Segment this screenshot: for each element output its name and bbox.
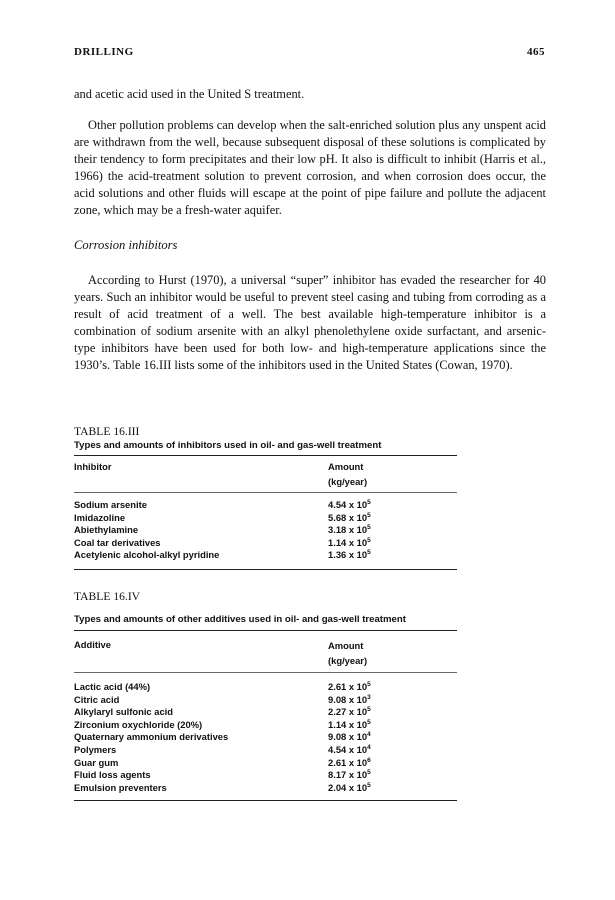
table-label: TABLE 16.III <box>74 425 140 438</box>
amount-mantissa: 8.17 x 10 <box>328 769 368 781</box>
row-amount <box>328 499 371 510</box>
amount-mantissa: 4.54 x 10 <box>328 499 368 510</box>
column-header-line: (kg/year) <box>328 476 368 487</box>
table-body <box>74 499 457 562</box>
amount-exponent: 5 <box>367 549 371 557</box>
table-row <box>74 719 457 732</box>
amount-exponent: 5 <box>367 769 371 777</box>
amount-exponent: 3 <box>367 693 371 701</box>
table-rule <box>74 800 457 801</box>
row-amount <box>328 744 371 755</box>
row-name: Sodium arsenite <box>74 499 147 510</box>
row-name: Quaternary ammonium derivatives <box>74 731 229 743</box>
table-row <box>74 744 457 757</box>
table-row <box>74 512 457 525</box>
row-name: Imidazoline <box>74 511 126 523</box>
amount-mantissa: 2.04 x 10 <box>328 781 368 793</box>
column-header-line: Amount <box>328 461 364 472</box>
amount-mantissa: 4.54 x 10 <box>328 743 368 755</box>
table-row <box>74 537 457 550</box>
amount-exponent: 4 <box>367 743 371 751</box>
row-name: Alkylaryl sulfonic acid <box>74 706 173 718</box>
row-name: Emulsion preventers <box>74 781 167 793</box>
table-rule <box>74 569 457 570</box>
row-amount <box>328 769 371 780</box>
row-name: Coal tar derivatives <box>74 536 161 548</box>
table-row <box>74 549 457 562</box>
row-name: Acetylenic alcohol-alkyl pyridine <box>74 549 220 561</box>
table-rule <box>74 455 457 456</box>
amount-mantissa: 2.27 x 10 <box>328 706 368 718</box>
row-amount <box>328 782 371 793</box>
amount-exponent: 6 <box>367 756 371 764</box>
table-row <box>74 769 457 782</box>
row-amount <box>328 537 371 548</box>
table-rule <box>74 672 457 673</box>
table-row <box>74 706 457 719</box>
amount-mantissa: 5.68 x 10 <box>328 511 368 523</box>
amount-mantissa: 9.08 x 10 <box>328 731 368 743</box>
row-amount <box>328 719 371 730</box>
amount-exponent: 5 <box>367 781 371 789</box>
column-header: Inhibitor <box>74 461 112 472</box>
amount-exponent: 5 <box>367 524 371 532</box>
amount-exponent: 5 <box>367 511 371 519</box>
amount-exponent: 5 <box>367 706 371 714</box>
row-amount <box>328 757 371 768</box>
row-name: Zirconium oxychloride (20%) <box>74 718 203 730</box>
amount-mantissa: 1.14 x 10 <box>328 536 368 548</box>
table-row <box>74 499 457 512</box>
column-header-line: (kg/year) <box>328 655 368 666</box>
amount-mantissa: 2.61 x 10 <box>328 756 368 768</box>
table-rule <box>74 492 457 493</box>
row-amount <box>328 512 371 523</box>
row-name: Fluid loss agents <box>74 769 151 781</box>
table-caption: Types and amounts of other additives used in oil- and gas-well treatment <box>74 614 406 625</box>
row-amount <box>328 694 371 705</box>
paragraph-continuation: and acetic acid used in the United S treatment. <box>74 87 305 101</box>
amount-mantissa: 9.08 x 10 <box>328 693 368 705</box>
amount-mantissa: 3.18 x 10 <box>328 524 368 536</box>
table-caption: Types and amounts of inhibitors used in oil- and gas-well treatment <box>74 440 382 451</box>
row-amount <box>328 524 371 535</box>
row-name: Abiethylamine <box>74 524 139 536</box>
amount-exponent: 4 <box>367 731 371 739</box>
table-row <box>74 524 457 537</box>
table-body <box>74 681 457 794</box>
running-title: DRILLING <box>74 46 134 58</box>
table-row <box>74 681 457 694</box>
amount-mantissa: 2.61 x 10 <box>328 681 368 692</box>
row-amount <box>328 681 371 692</box>
amount-exponent: 5 <box>367 718 371 726</box>
table-rule <box>74 630 457 631</box>
amount-exponent: 5 <box>367 499 371 506</box>
page-number: 465 <box>527 46 545 58</box>
paragraph-inhibitors: According to Hurst (1970), a universal “super” inhibitor has evaded the researcher for 40 years. Such an inhibitor would be useful to prevent steel casing and tubing from corroding as a result of acid treatment of a well. The best available high-temperature inhibitor is a combination of sodium arsenite with an alkyl phenolethylene oxide surfactant, and arsenic-type inhibitors have been used for both low- and high-temperature applications since the 1930’s. Table 16.III lists some of the inhibitors used in the United States (Cowan, 1970). <box>74 273 546 373</box>
table-row <box>74 694 457 707</box>
amount-exponent: 5 <box>367 536 371 544</box>
section-heading: Corrosion inhibitors <box>74 238 178 252</box>
table-label: TABLE 16.IV <box>74 590 141 603</box>
amount-exponent: 5 <box>367 681 371 688</box>
amount-mantissa: 1.36 x 10 <box>328 549 368 561</box>
table-row <box>74 782 457 795</box>
column-header-line: Amount <box>328 640 364 651</box>
amount-mantissa: 1.14 x 10 <box>328 718 368 730</box>
table-row <box>74 731 457 744</box>
row-amount <box>328 731 371 742</box>
paragraph-pollution: Other pollution problems can develop when the salt-enriched solution plus any unspent acid are withdrawn from the well, because subsequent disposal of these solutions is complicated by their tendency to form precipitates and their low pH. It also is difficult to inhibit (Harris et al., 1966) the acid-treatment solution to prevent corrosion, and when corrosion does occur, the acid solutions and other fluids will escape at the point of pipe failure and pollute the adjacent zone, which may be a fresh-water aquifer. <box>74 118 546 218</box>
table-row <box>74 757 457 770</box>
row-name: Guar gum <box>74 756 119 768</box>
row-name: Citric acid <box>74 693 120 705</box>
row-amount <box>328 549 371 560</box>
column-header <box>328 638 367 668</box>
column-header: Additive <box>74 639 111 650</box>
row-name: Polymers <box>74 743 117 755</box>
column-header <box>328 459 367 489</box>
row-name: Lactic acid (44%) <box>74 681 151 692</box>
row-amount <box>328 706 371 717</box>
